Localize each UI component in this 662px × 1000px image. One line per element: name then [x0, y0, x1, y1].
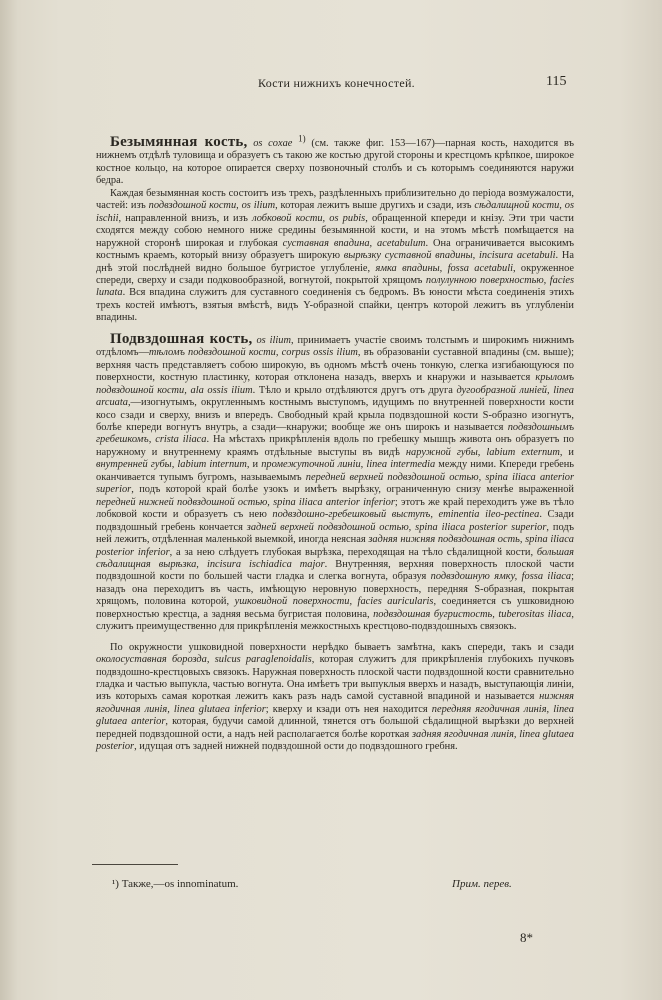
section-title-os-coxae: Безымянная кость, — [110, 134, 248, 150]
section-title-os-ilium: Подвздошная кость, — [110, 330, 253, 347]
paragraph-parts: Каждая безымянная кость состоитъ изъ трехъ, раздѣленныхъ приблизительно до періода возмужалости, частей: изъ подвздошной кости, os ilium, которая лежитъ выше другихъ и сзади, изъ сѣдалищной кости, os ischii, направленной внизъ, и изъ лобковой кости, os pubis, обращенной кпереди и кнізу. Эти три части сходятся между собою немного ниже средины безымянной кости, и на этомъ мѣстѣ помѣщается на наружной сторонѣ широкая и глубокая суставная впадина, acetabulum. Она ограничивается высокимъ костнымъ краемъ, который внизу образуетъ широкую вырѣзку суставной впадины, incisura acetabuli. На днѣ этой послѣдней видно большое бугристое углубленіе, ямка впадины, fossa acetabuli, окруженное спереди, сверху и сзади подковообразной, вогнутой, покрытой хрящомъ полулунною поверхностью, facies lunata. Вся впадина служитъ для суставного соединенія съ бедромъ. Въ юности мѣста соединенія этихъ трехъ костей имѣютъ, взятыя вмѣстѣ, видъ Y-образной спайки, центръ которой лежитъ въ углубленіи впадины. — [96, 187, 575, 324]
footnote-rule — [92, 864, 178, 865]
running-head: Кости нижнихъ конечностей. — [258, 76, 415, 90]
footnote-translator-note: Прим. перев. — [452, 878, 512, 890]
latin-term: os ilium — [256, 334, 291, 346]
footnote-ref: 1) — [298, 133, 306, 144]
printer-signature: 8* — [520, 930, 533, 945]
paragraph-outer-surface: По окружности ушковидной поверхности нерѣдко бываетъ замѣтна, какъ спереди, такъ и сзади околосуставная борозда, sulcus paraglenoidalis, которая служитъ для прикрѣпленія глубокихъ пучковъ подвздошно-крестцовыхъ связокъ. Наружная поверхность плоской части подвздошной кости сравнительно гладка и частью выпукла, частью вогнута. Она имѣетъ три выпуклыя вверхъ и назадъ, выступающія линіи, изъ которыхъ самая короткая лежитъ какъ разъ надъ самой суставной впадиной и называется нижняя ягодичная линія, linea glutaea inferior; кверху и кзади отъ нея находится передняя ягодичная линія, linea glutaea anterior, которая, будучи самой длинной, тянется отъ большой сѣдалищной вырѣзки до верхней передней подвздошной ости, а надъ ней располагается болѣе короткая задняя ягодичная линія, linea glutaea posterior, идущая отъ задней нижней подвздошной ости до подвздошного гребня. — [96, 641, 575, 753]
body-text — [96, 133, 575, 754]
footnote — [112, 878, 532, 890]
paragraph-os-ilium: Подвздошная кость, os ilium, принимаетъ участіе своимъ толстымъ и широкимъ нижнимъ отдѣломъ—тѣломъ подвздошной кости, corpus ossis ilium, въ образованіи суставной впадины (см. выше); верхняя часть представляетъ собою широкую, въ одномъ мѣстѣ очень тонкую, слегка изгибающуюся по поверхности, костную пластинку, которая отклонена назадъ, вверхъ и кнаружи и называется крыломъ подвздошной кости, ala ossis ilium. Тѣло и крыло отдѣляются другъ отъ друга дугообразной линіей, linea arcuata,—изогнутымъ, округленнымъ костнымъ выступомъ, идущимъ по внутренней поверхности кости косо сзади и сверху, внизъ и впередъ. Свободный край крыла подвздошной кости S-образно изогнутъ, болѣе кпереди вогнутъ внутрь, а сзади—кнаружи; вообще же онъ широкъ и называется подвздошнымъ гребешкомъ, crista iliaca. На мѣстахъ прикрѣпленія вдоль по гребешку мышцъ живота онъ образуетъ по наружному и внутреннему краямъ отдѣльные выступы въ видѣ наружной губы, labium externum, и внутренней губы, labium internum, и промежуточной линіи, linea intermedia между ними. Кпереди гребень оканчивается тупымъ бугромъ, называемымъ передней верхней подвздошной остью, spina iliaca anterior superior, подъ которой край болѣе узокъ и имѣетъ вырѣзку, ограниченную снизу менѣе выраженной передней нижней подвздошной остью, spina iliaca anterior inferior; этотъ же край переходитъ уже въ тѣло лобковой кости и образуетъ съ нею подвздошно-гребешковый выступъ, eminentia ileo-pectinea. Сзади подвздошный гребень кончается задней верхней подвздошной остью, spina iliaca posterior superior, подъ ней лежитъ, отдѣленная маленькой выемкой, иногда неясная задняя нижняя подвздошная ость, spina iliaca posterior inferior, а за нею слѣдуетъ глубокая вырѣзка, переходящая на тѣло сѣдалищной кости, большая сѣдалищная вырѣзка, incisura ischiadica major. Внутренняя, верхняя поверхность плоской части подвздошной кости по большей части гладка и слегка вогнута, образуя подвздошную ямку, fossa iliaca; назадъ она переходитъ въ часть, имѣющую неровную поверхность, передняя S-образная, покрытая хрящомъ, половина которой, ушковидной поверхности, facies auricularis, соединяется съ ушковидною поверхностью крестца, а задняя весьма бугристая половина, подвздошная бугристость, tuberositas iliaca, служитъ преимущественно для прикрѣпленія межкостныхъ крестцово-подвздошныхъ связокъ. — [96, 330, 575, 633]
latin-term: os coxae — [253, 138, 293, 149]
paragraph-os-coxae: Безымянная кость, os coxae 1) (см. также фиг. 153—167)—парная кость, находится въ нижнемъ отдѣлѣ туловища и образуетъ съ такою же костью другой стороны и крестцомъ крѣпкое, широкое костное кольцо, на которое опирается сверху позвоночный столбъ и съ которымъ соединяются наружи бедра. — [96, 133, 574, 187]
page-number: 115 — [546, 74, 567, 89]
page-header — [0, 72, 662, 94]
footnote-text: ¹) Также,—os innominatum. — [112, 878, 239, 890]
